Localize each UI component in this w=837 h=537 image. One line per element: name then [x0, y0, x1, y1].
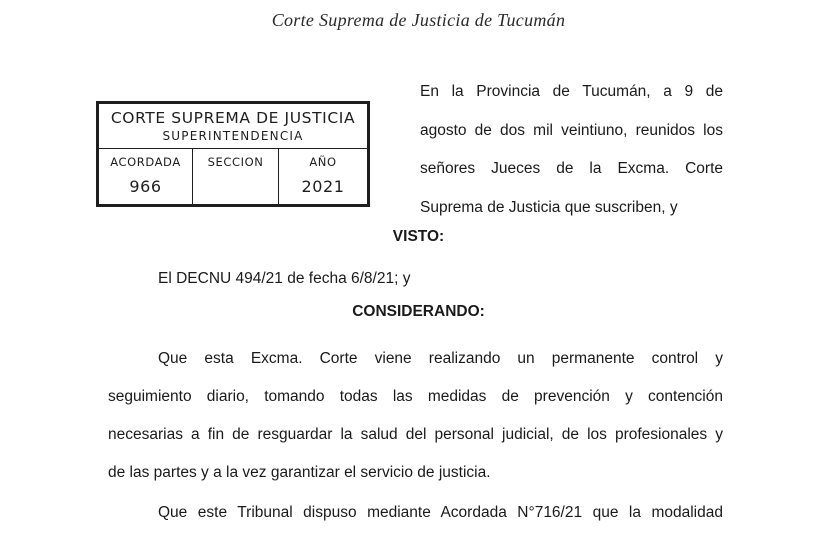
stamp-head-acordada: ACORDADA	[110, 155, 181, 169]
intro-line: agosto de dos mil veintiuno, reunidos los	[420, 121, 723, 139]
stamp-subtitle: SUPERINTENDENCIA	[162, 129, 304, 143]
stamp-title: CORTE SUPREMA DE JUSTICIA	[110, 109, 356, 127]
paragraph-line: Que este Tribunal dispuso mediante Acordada N°716/21 que la modalidad	[158, 504, 723, 521]
stamp-value-acordada: 966	[129, 177, 162, 196]
paragraph-line: necesarias a fin de resguardar la salud del personal judicial, de los profesionales y	[108, 426, 723, 443]
intro-line: En la Provincia de Tucumán, a 9 de	[420, 83, 723, 100]
stamp-grid	[99, 148, 367, 204]
stamp-col-anio	[279, 149, 367, 204]
stamp-col-acordada	[99, 149, 193, 204]
considerando-paragraph-2	[108, 494, 723, 532]
visto-text: El DECNU 494/21 de fecha 6/8/21; y	[158, 270, 411, 287]
considerando-paragraph-1	[108, 340, 723, 492]
considerando-heading: CONSIDERANDO:	[352, 303, 485, 320]
stamp-head-seccion: SECCION	[207, 155, 264, 169]
paragraph-line: seguimiento diario, tomando todas las medidas de prevención y contención	[108, 388, 723, 405]
stamp-head-anio: AÑO	[309, 155, 337, 169]
acordada-stamp	[96, 101, 370, 207]
intro-line: señores Jueces de la Excma. Corte	[420, 160, 723, 177]
intro-paragraph	[420, 73, 723, 227]
stamp-value-anio: 2021	[301, 177, 345, 196]
intro-line: Suprema de Justicia que suscriben, y	[420, 198, 678, 216]
stamp-col-seccion	[193, 149, 279, 204]
visto-heading: VISTO:	[392, 228, 445, 245]
court-letterhead: Corte Suprema de Justicia de Tucumán	[271, 10, 566, 30]
paragraph-line: de las partes y a la vez garantizar el servicio de justicia.	[108, 464, 491, 481]
paragraph-line: Que esta Excma. Corte viene realizando un permanente control y	[158, 350, 723, 367]
